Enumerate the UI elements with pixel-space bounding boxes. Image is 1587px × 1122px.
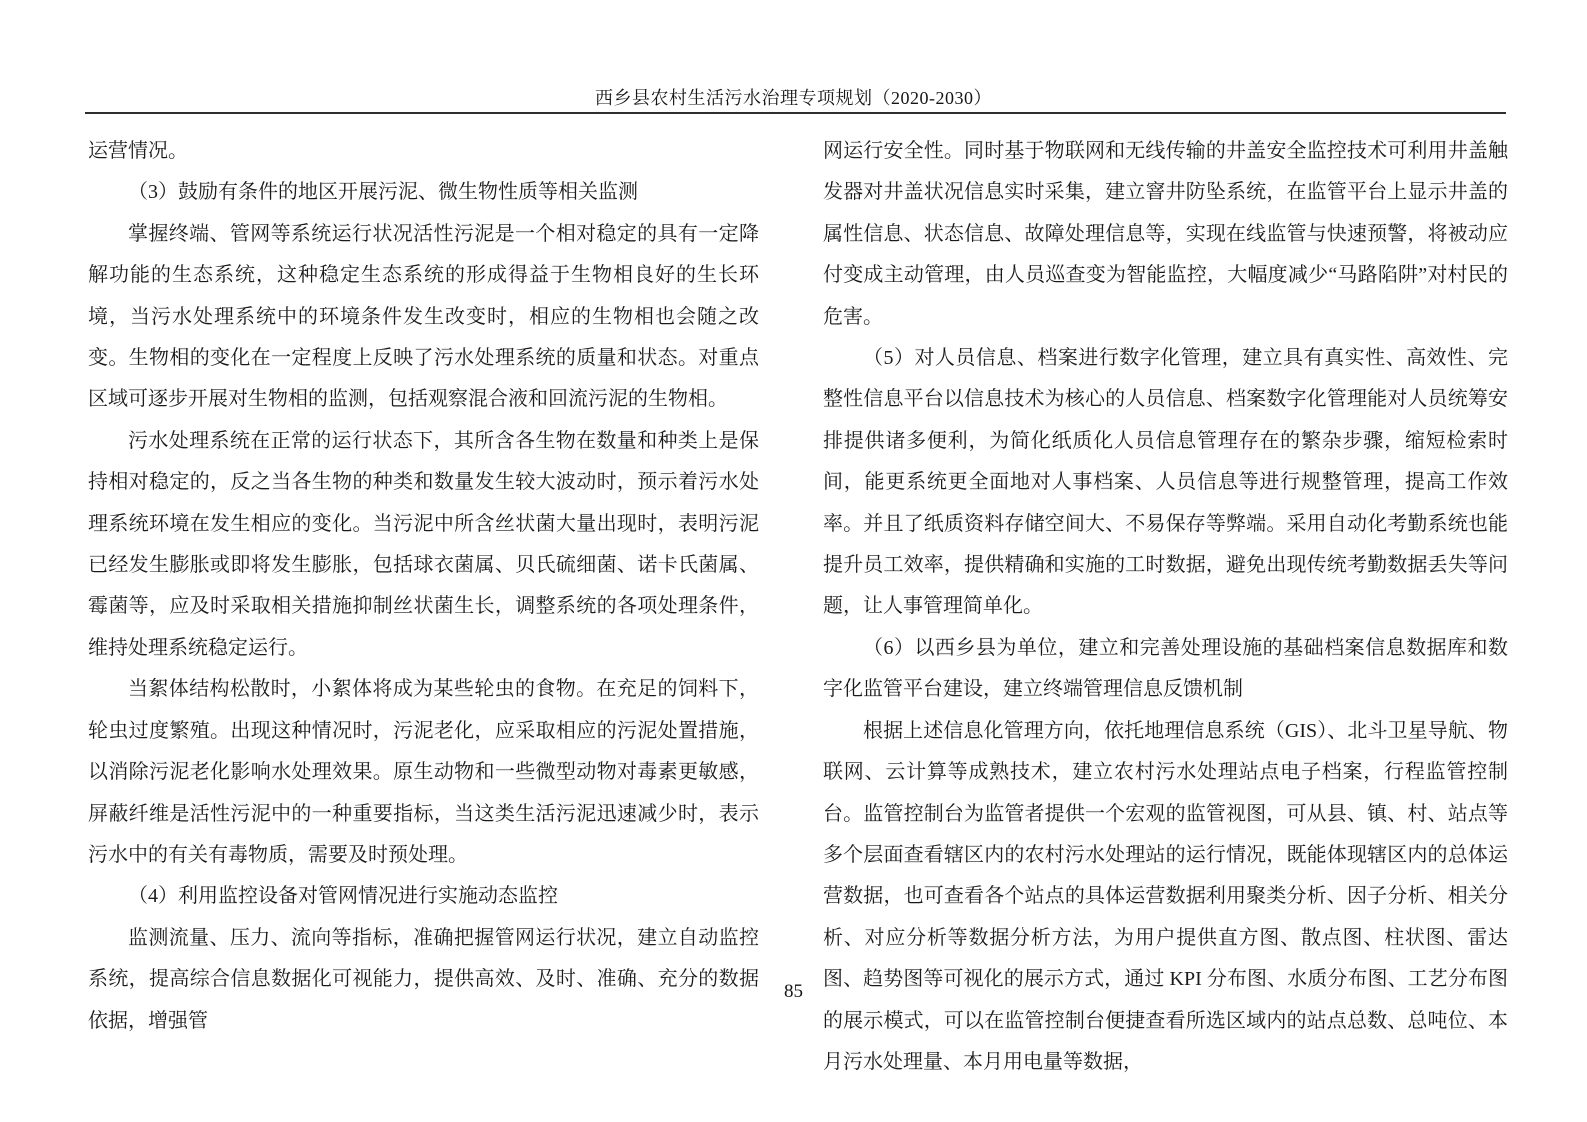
right-column xyxy=(823,131,1508,1083)
section-heading-5: （5）对人员信息、档案进行数字化管理，建立具有真实性、高效性、完整性信息平台以信息技术为核心的人员信息、档案数字化管理能对人员统筹安排提供诸多便利，为简化纸质化人员信息管理存在的繁杂步骤，缩短检索时间，能更系统更全面地对人事档案、人员信息等进行规整管理，提高工作效率。并且了纸质资料存储空间大、不易保存等弊端。采用自动化考勤系统也能提升员工效率，提供精确和实施的工时数据，避免出现传统考勤数据丢失等问题，让人事管理简单化。 xyxy=(823,347,1508,618)
header-divider xyxy=(85,112,1506,114)
page-header-title: 西乡县农村生活污水治理专项规划（2020-2030） xyxy=(595,88,992,108)
left-column xyxy=(88,131,759,1042)
paragraph: 污水处理系统在正常的运行状态下，其所含各生物在数量和种类上是保持相对稳定的，反之当各生物的种类和数量发生较大波动时，预示着污水处理系统环境在发生相应的变化。当污泥中所含丝状菌大量出现时，表明污泥已经发生膨胀或即将发生膨胀，包括球衣菌属、贝氏硫细菌、诺卡氏菌属、霉菌等，应及时采取相关措施抑制丝状菌生长，调整系统的各项处理条件，维持处理系统稳定运行。 xyxy=(88,429,759,659)
section-heading-4: （4）利用监控设备对管网情况进行实施动态监控 xyxy=(128,885,558,908)
section-heading-3: （3）鼓励有条件的地区开展污泥、微生物性质等相关监测 xyxy=(128,181,638,204)
paragraph-continuation: 运营情况。 xyxy=(88,140,188,162)
paragraph: 当絮体结构松散时，小絮体将成为某些轮虫的食物。在充足的饲料下，轮虫过度繁殖。出现这种情况时，污泥老化，应采取相应的污泥处置措施，以消除污泥老化影响水处理效果。原生动物和一些微型动物对毒素更敏感，屏蔽纤维是活性污泥中的一种重要指标，当这类生活污泥迅速减少时，表示污水中的有关有毒物质，需要及时预处理。 xyxy=(88,678,759,866)
paragraph: 根据上述信息化管理方向，依托地理信息系统（GIS）、北斗卫星导航、物联网、云计算等成熟技术，建立农村污水处理站点电子档案，行程监管控制台。监管控制台为监管者提供一个宏观的监管视图，可从县、镇、村、站点等多个层面查看辖区内的农村污水处理站的运行情况，既能体现辖区内的总体运营数据，也可查看各个站点的具体运营数据利用聚类分析、因子分析、相关分析、对应分析等数据分析方法，为用户提供直方图、散点图、柱状图、雷达图、趋势图等可视化的展示方式，通过 KPI 分布图、水质分布图、工艺分布图的展示模式，可以在监管控制台便捷查看所选区域内的站点总数、总吨位、本月污水处理量、本月用电量等数据， xyxy=(823,719,1508,1073)
paragraph: 掌握终端、管网等系统运行状况活性污泥是一个相对稳定的具有一定降解功能的生态系统，这种稳定生态系统的形成得益于生物相良好的生长环境，当污水处理系统中的环境条件发生改变时，相应的生物相也会随之改变。生物相的变化在一定程度上反映了污水处理系统的质量和状态。对重点区域可逐步开展对生物相的监测，包括观察混合液和回流污泥的生物相。 xyxy=(88,222,759,411)
section-heading-6: （6）以西乡县为单位，建立和完善处理设施的基础档案信息数据库和数字化监管平台建设，建立终端管理信息反馈机制 xyxy=(823,636,1508,701)
page-number: 85 xyxy=(784,981,803,1002)
paragraph-continuation: 网运行安全性。同时基于物联网和无线传输的井盖安全监控技术可利用井盖触发器对井盖状况信息实时采集，建立窨井防坠系统，在监管平台上显示井盖的属性信息、状态信息、故障处理信息等，实现在线监管与快速预警，将被动应付变成主动管理，由人员巡查变为智能监控，大幅度减少“马路陷阱”对村民的危害。 xyxy=(823,140,1508,328)
paragraph: 监测流量、压力、流向等指标，准确把握管网运行状况，建立自动监控系统，提高综合信息数据化可视能力，提供高效、及时、准确、充分的数据依据，增强管 xyxy=(88,926,759,1032)
